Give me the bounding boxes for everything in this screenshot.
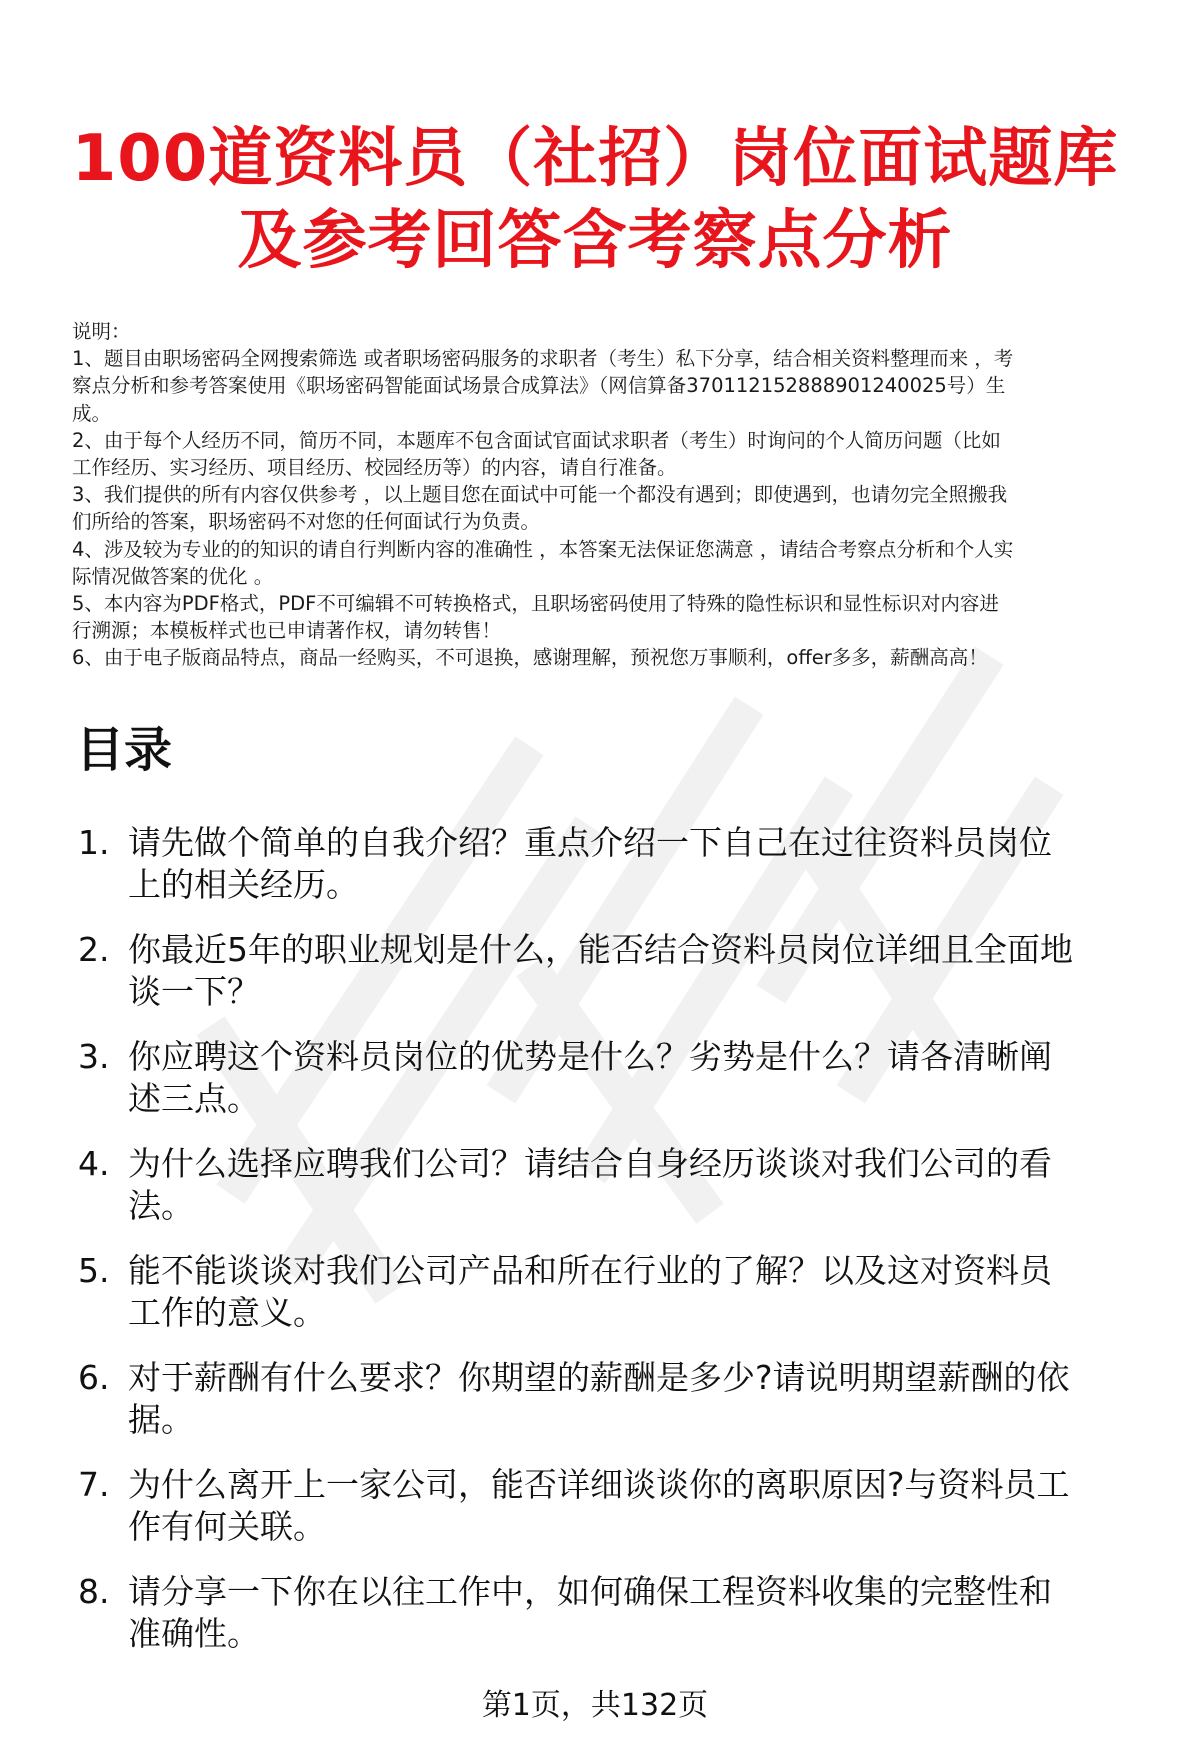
instruction-line: 6、由于电子版商品特点，商品一经购买，不可退换，感谢理解，预祝您万事顺利，offer多多，薪酬高高！	[72, 646, 988, 670]
instruction-line: 际情况做答案的优化 。	[72, 564, 274, 588]
toc-item[interactable]	[78, 1143, 1168, 1227]
toc-item-number: 7.	[78, 1465, 110, 1504]
page-number: 第1页，共132页	[481, 1688, 709, 1723]
toc-item[interactable]	[78, 929, 1168, 1013]
toc-item-text: 准确性。	[128, 1614, 260, 1653]
instruction-line: 成。	[72, 401, 112, 425]
toc-item-text: 能不能谈谈对我们公司产品和所在行业的了解？以及这对资料员	[128, 1251, 1052, 1290]
toc-heading: 目录	[76, 722, 173, 778]
toc-item-number: 8.	[78, 1572, 110, 1611]
title-line-2: 及参考回答含考察点分析	[237, 204, 953, 278]
instruction-line: 3、我们提供的所有内容仅供参考 ，以上题目您在面试中可能一个都没有遇到；即使遇到，也请勿完全照搬我	[72, 483, 1008, 507]
toc-item-number: 2.	[78, 930, 110, 969]
instruction-line: 行溯源；本模板样式也已申请著作权，请勿转售！	[72, 619, 502, 643]
toc-item[interactable]	[78, 822, 1168, 906]
toc-item-text: 你应聘这个资料员岗位的优势是什么？劣势是什么？请各清晰阐	[128, 1037, 1052, 1076]
toc-item-text: 为什么离开上一家公司，能否详细谈谈你的离职原因?与资料员工	[128, 1465, 1070, 1504]
toc-item[interactable]	[78, 1464, 1168, 1548]
toc-item-text: 作有何关联。	[128, 1507, 326, 1546]
toc-item-text: 法。	[128, 1186, 194, 1225]
toc-item-number: 6.	[78, 1358, 110, 1397]
toc-item-text: 请先做个简单的自我介绍？重点介绍一下自己在过往资料员岗位	[128, 823, 1052, 862]
toc-item-number: 1.	[78, 823, 110, 862]
instructions-heading: 说明：	[72, 320, 131, 343]
instruction-line: 1、题目由职场密码全网搜索筛选 或者职场密码服务的求职者（考生）私下分享，结合相关资料整理而来 ，考	[72, 347, 1014, 371]
instruction-line: 察点分析和参考答案使用《职场密码智能面试场景合成算法》（网信算备370112152888901240025号）生	[72, 374, 1006, 398]
instruction-line: 们所给的答案，职场密码不对您的任何面试行为负责。	[72, 510, 541, 534]
toc-item-text: 为什么选择应聘我们公司？请结合自身经历谈谈对我们公司的看	[128, 1144, 1052, 1183]
toc-item-number: 4.	[78, 1144, 110, 1183]
toc-item-text: 你最近5年的职业规划是什么，能否结合资料员岗位详细且全面地	[128, 930, 1073, 969]
toc-item-number: 3.	[78, 1037, 110, 1076]
toc-list	[78, 822, 1168, 1678]
instruction-line: 2、由于每个人经历不同，简历不同，本题库不包含面试官面试求职者（考生）时询问的个人简历问题（比如	[72, 428, 1001, 452]
instruction-line: 5、本内容为PDF格式，PDF不可编辑不可转换格式，且职场密码使用了特殊的隐性标识和显性标识对内容进	[72, 592, 999, 616]
toc-item-text: 工作的意义。	[128, 1293, 326, 1332]
instruction-line: 4、涉及较为专业的的知识的请自行判断内容的准确性 ，本答案无法保证您满意 ，请结合考察点分析和个人实	[72, 537, 1014, 561]
toc-item[interactable]	[78, 1357, 1168, 1441]
document-title	[40, 118, 1150, 282]
toc-item-text: 述三点。	[128, 1079, 260, 1118]
instruction-line: 工作经历、实习经历、项目经历、校园经历等）的内容，请自行准备。	[72, 456, 677, 480]
toc-item-text: 对于薪酬有什么要求？你期望的薪酬是多少?请说明期望薪酬的依	[128, 1358, 1070, 1397]
toc-item[interactable]	[78, 1571, 1168, 1655]
toc-item-text: 谈一下？	[128, 972, 260, 1011]
instructions-block	[72, 318, 1162, 672]
toc-item-text: 据。	[128, 1400, 194, 1439]
toc-item-number: 5.	[78, 1251, 110, 1290]
toc-item[interactable]	[78, 1036, 1168, 1120]
toc-item-text: 请分享一下你在以往工作中，如何确保工程资料收集的完整性和	[128, 1572, 1052, 1611]
title-line-1: 100道资料员（社招）岗位面试题库	[71, 122, 1119, 196]
toc-item[interactable]	[78, 1250, 1168, 1334]
toc-item-text: 上的相关经历。	[128, 865, 359, 904]
